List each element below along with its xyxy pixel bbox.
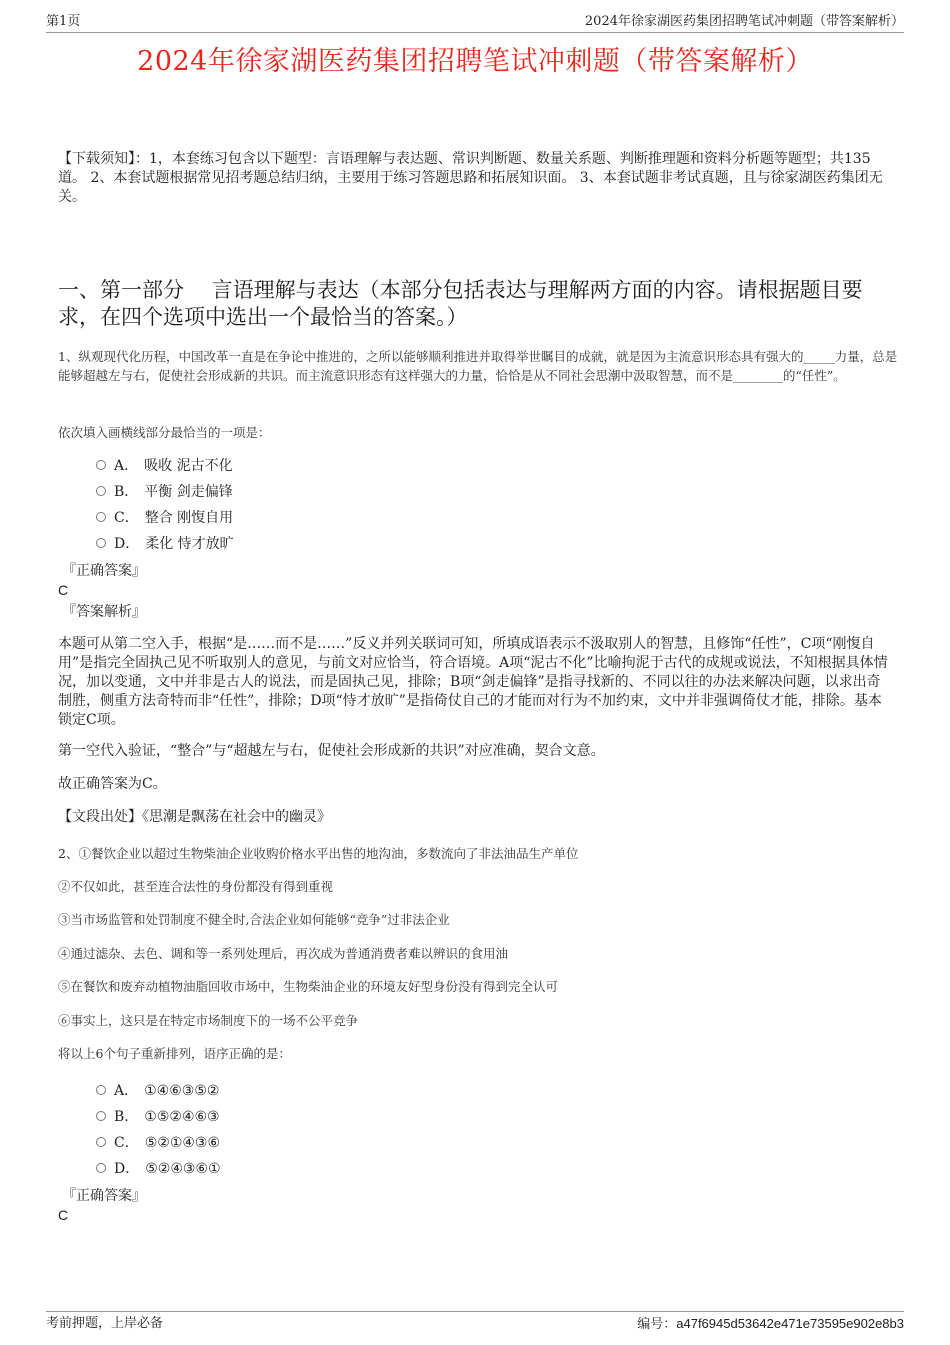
question-1-verify: 第一空代入验证，“整合”与“超越左与右，促使社会形成新的共识”对应准确，契合文意。 bbox=[58, 743, 605, 759]
question-2-option-a[interactable]: A． ①④⑥③⑤② bbox=[96, 1078, 221, 1104]
download-notice: 【下载须知】：1，本套练习包含以下题型：言语理解与表达题、常识判断题、数量关系题、判断推理题和资料分析题等题型；共135道。 2、本套试题根据常见招考题总结归纳，主要用于练习答题思路和拓展知识面。 3、本套试题非考试真题，且与徐家湖医药集团无关。 bbox=[58, 151, 883, 205]
question-2-sentence: ⑤在餐饮和废弃动植物油脂回收市场中，生物柴油企业的环境友好型身份没有得到完全认可 bbox=[58, 979, 559, 994]
question-2-answer: C bbox=[58, 1207, 69, 1223]
radio-icon[interactable] bbox=[96, 486, 106, 496]
radio-icon[interactable] bbox=[96, 460, 106, 470]
page-header bbox=[46, 14, 904, 33]
question-2-sentence: ③当市场监管和处罚制度不健全时,合法企业如何能够“竞争”过非法企业 bbox=[58, 912, 450, 927]
footer-slogan: 考前押题，上岸必备 bbox=[46, 1316, 164, 1331]
question-1-instruction: 依次填入画横线部分最恰当的一项是： bbox=[58, 425, 271, 440]
page-footer bbox=[46, 1311, 904, 1336]
question-1-conclusion: 故正确答案为C。 bbox=[58, 776, 167, 792]
question-2-sentence: 2、①餐饮企业以超过生物柴油企业收购价格水平出售的地沟油，多数流向了非法油品生产单位 bbox=[58, 846, 579, 861]
question-2-instruction: 将以上6个句子重新排列，语序正确的是： bbox=[58, 1046, 291, 1061]
radio-icon[interactable] bbox=[96, 1163, 106, 1173]
question-1-analysis: 本题可从第二空入手，根据“是……而不是……”反义并列关联词可知，所填成语表示不汲取别人的智慧，且修饰“任性”，C项“刚愎自用”是指完全固执己见不听取别人的意见，与前文对应恰当，符合语境。A项“泥古不化”比喻拘泥于古代的成规或说法，不知根据具体情况，加以变通，文中并非是古人的说法，而是固执己见，排除；B项“剑走偏锋”是指寻找新的、不同以往的办法来解决问题，以求出奇制胜，侧重方法奇特而非“任性”，排除；D项“恃才放旷”是指倚仗自己的才能而对行为不加约束，文中并非强调倚仗才能，排除。基本锁定C项。 bbox=[58, 636, 888, 728]
question-1-source: 【文段出处】《思潮是飘荡在社会中的幽灵》 bbox=[58, 809, 331, 825]
footer-code: 编号：a47f6945d53642e471e73595e902e8b3 bbox=[637, 1316, 904, 1332]
question-1-option-d[interactable]: D． 柔化 恃才放旷 bbox=[96, 531, 234, 557]
question-2-sentence: ④通过滤杂、去色、调和等一系列处理后，再次成为普通消费者难以辨识的食用油 bbox=[58, 946, 509, 961]
question-1-option-b[interactable]: B． 平衡 剑走偏锋 bbox=[96, 479, 234, 505]
question-1-stem: 1、纵观现代化历程，中国改革一直是在争论中推进的，之所以能够顺利推进并取得举世瞩目的成就，就是因为主流意识形态具有强大的_____力量，总是能够超越左与右，促使社会形成新的共识。而主流意识形态有这样强大的力量，恰恰是从不同社会思潮中汲取智慧，而不是________的“任性”。 bbox=[58, 349, 898, 383]
section-heading: 一、第一部分 言语理解与表达（本部分包括表达与理解两方面的内容。请根据题目要求，在四个选项中选出一个最恰当的答案。） bbox=[58, 278, 863, 329]
question-2-option-b[interactable]: B． ①⑤②④⑥③ bbox=[96, 1104, 221, 1130]
question-2-sentence: ②不仅如此，甚至连合法性的身份都没有得到重视 bbox=[58, 879, 334, 894]
document-title: 2024年徐家湖医药集团招聘笔试冲刺题（带答案解析） bbox=[137, 46, 813, 77]
question-2-option-c[interactable]: C． ⑤②①④③⑥ bbox=[96, 1130, 221, 1156]
question-1-answer: C bbox=[58, 582, 69, 598]
question-1-analysis-label: 『答案解析』 bbox=[62, 604, 146, 620]
radio-icon[interactable] bbox=[96, 1085, 106, 1095]
question-1-option-a[interactable]: A． 吸收 泥古不化 bbox=[96, 453, 234, 479]
radio-icon[interactable] bbox=[96, 538, 106, 548]
question-2-options bbox=[96, 1078, 221, 1182]
question-1-answer-label: 『正确答案』 bbox=[62, 563, 146, 579]
question-1-option-c[interactable]: C． 整合 刚愎自用 bbox=[96, 505, 234, 531]
question-2-option-d[interactable]: D． ⑤②④③⑥① bbox=[96, 1156, 221, 1182]
radio-icon[interactable] bbox=[96, 512, 106, 522]
question-2-sentence: ⑥事实上，这只是在特定市场制度下的一场不公平竞争 bbox=[58, 1013, 359, 1028]
question-2-answer-label: 『正确答案』 bbox=[62, 1188, 146, 1204]
question-1-options bbox=[96, 453, 234, 557]
header-doc-title: 2024年徐家湖医药集团招聘笔试冲刺题（带答案解析） bbox=[584, 14, 904, 29]
radio-icon[interactable] bbox=[96, 1111, 106, 1121]
page-number: 第1页 bbox=[46, 14, 81, 29]
radio-icon[interactable] bbox=[96, 1137, 106, 1147]
